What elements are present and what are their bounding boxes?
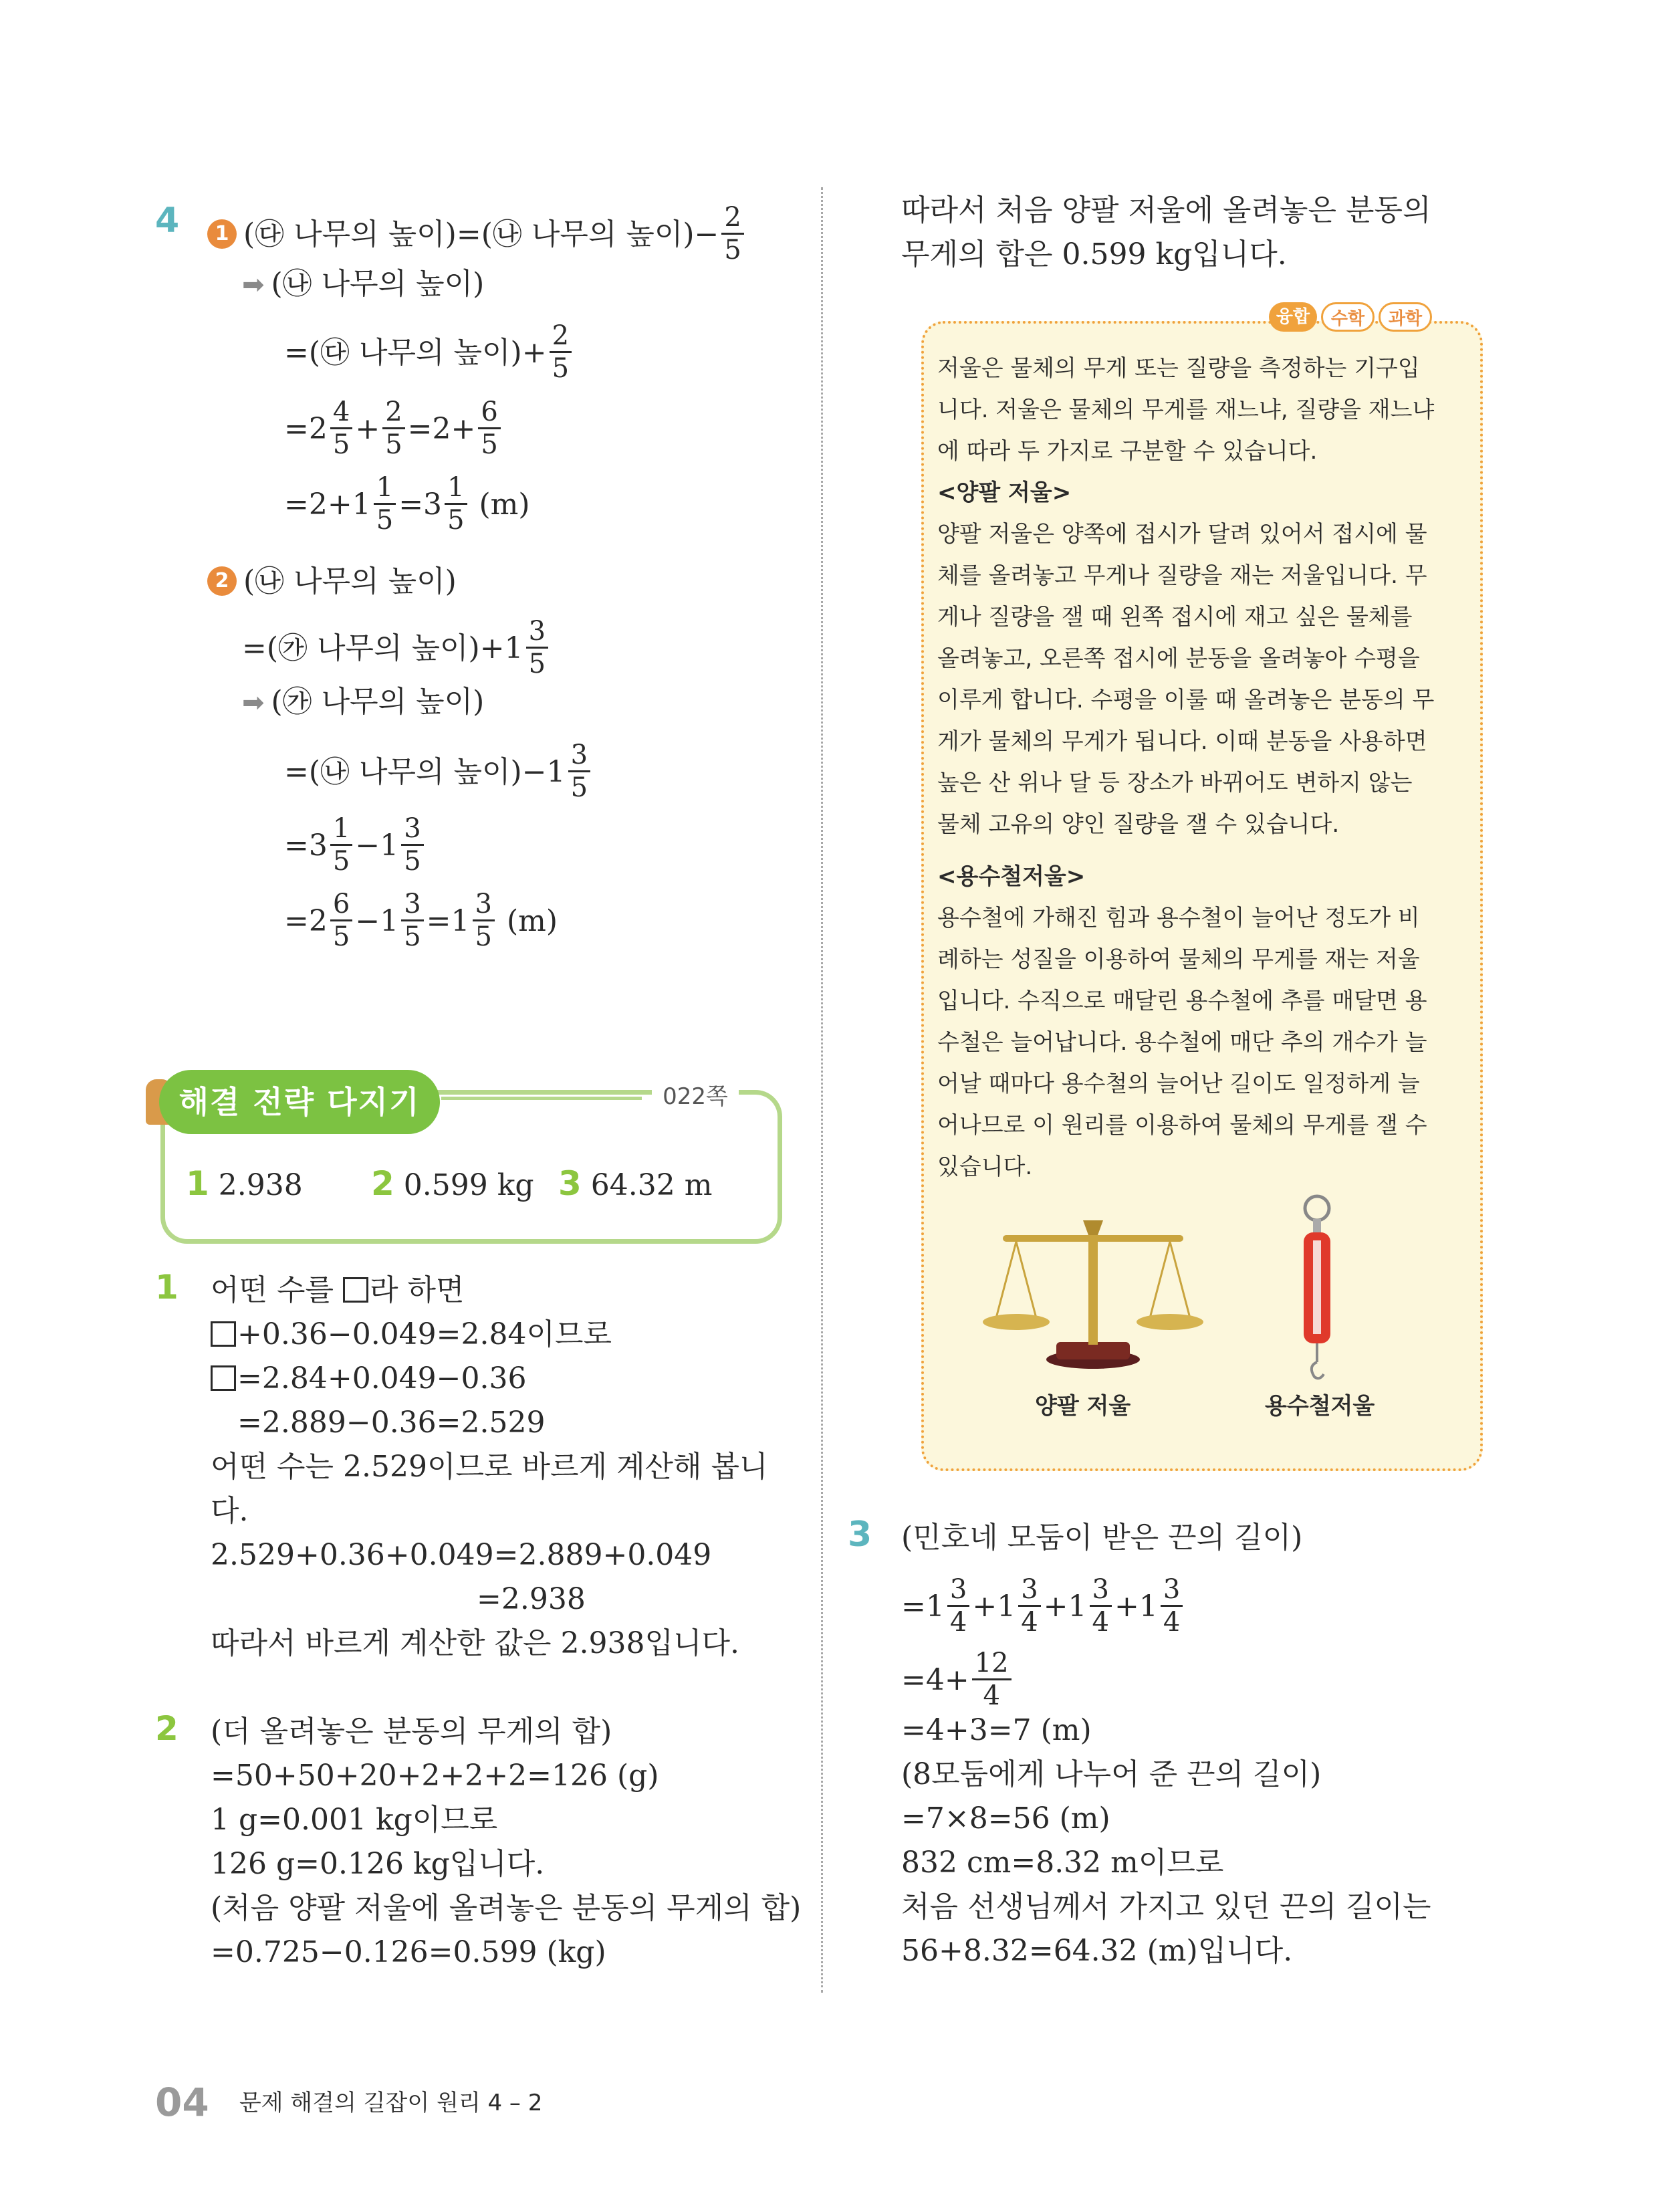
fraction: $\frac{1}{5}$	[330, 813, 352, 877]
p2-line-5: (처음 양팔 저울에 올려놓은 분동의 무게의 합)	[211, 1891, 802, 1925]
step-badge: 2	[207, 566, 237, 596]
p3-line-9: 56+8.32=64.32 (m)입니다.	[901, 1934, 1293, 1968]
problem-number: 4	[155, 201, 180, 241]
p1-line-9: 따라서 바르게 계산한 값은 2.938입니다.	[211, 1626, 739, 1660]
spring-scale-image	[1290, 1194, 1344, 1388]
fraction: $\frac{3}{5}$	[568, 740, 590, 803]
p4-part2-line-6: =2 $\frac{6}{5}$ −1 $\frac{3}{5}$ =1 $\frac{3}{5}$ (m)	[284, 889, 558, 952]
fraction: $\frac{1}{5}$	[374, 472, 396, 536]
tag-science: 과학	[1379, 302, 1432, 332]
p1-line-4: =2.889−0.36=2.529	[237, 1406, 546, 1440]
arrow-right-icon: ➡	[242, 687, 265, 718]
caption-balance-scale: 양팔 저울	[1035, 1393, 1131, 1420]
strategy-title: 해결 전략 다지기	[159, 1070, 440, 1134]
strategy-answer-3: 3 64.32 m	[558, 1164, 713, 1203]
fraction: $\frac{12}{4}$	[972, 1648, 1012, 1711]
fraction: $\frac{3}{5}$	[473, 889, 495, 952]
info-line: 게나 질량을 잴 때 왼쪽 접시에 재고 싶은 물체를	[937, 604, 1413, 631]
fraction: $\frac{3}{5}$	[401, 889, 423, 952]
fraction: $\frac{3}{4}$	[1018, 1574, 1040, 1638]
book-title: 문제 해결의 길잡이 원리 4 – 2	[239, 2090, 543, 2116]
info-heading: <용수철저울>	[937, 863, 1086, 890]
info-line: 물체 고유의 양인 질량을 잴 수 있습니다.	[937, 811, 1340, 838]
p3-line-3: =4+ $\frac{12}{4}$	[901, 1650, 1014, 1714]
p3-line-7: 832 cm=8.32 m이므로	[901, 1846, 1224, 1880]
arrow-right-icon: ➡	[242, 269, 265, 300]
blank-box	[343, 1277, 368, 1303]
fraction: $\frac{3}{5}$	[401, 813, 423, 877]
problem-number: 1	[155, 1268, 179, 1307]
p1-line-5: 어떤 수는 2.529이므로 바르게 계산해 봅니	[211, 1450, 768, 1484]
p3-line-5: (8모둠에게 나누어 준 끈의 길이)	[901, 1757, 1322, 1791]
page-number: 04	[155, 2080, 209, 2125]
info-line: 용수철에 가해진 힘과 용수철이 늘어난 정도가 비	[937, 905, 1420, 931]
p3-line-8: 처음 선생님께서 가지고 있던 끈의 길이는	[901, 1890, 1431, 1924]
p2-line-3: 1 g=0.001 kg이므로	[211, 1803, 498, 1837]
problem-number: 2	[155, 1709, 179, 1748]
fraction: $\frac{2}{5}$	[721, 202, 743, 265]
p4-text: (㉯ 나무의 높이)	[271, 267, 485, 301]
info-heading: <양팔 저울>	[937, 479, 1072, 506]
p1-line-2: +0.36−0.049=2.84이므로	[211, 1315, 612, 1355]
p3-line-2: =1 $\frac{3}{4}$ +1 $\frac{3}{4}$ +1 $\frac{3}{4}$ +1 $\frac{3}{4}$	[901, 1577, 1185, 1640]
balance-scale-image	[983, 1200, 1203, 1374]
info-line: 어날 때마다 용수철의 늘어난 길이도 일정하게 늘	[937, 1071, 1420, 1097]
fraction: $\frac{4}{5}$	[330, 397, 352, 460]
p4-text: (㉰ 나무의 높이)=(㉯ 나무의 높이)−	[243, 217, 719, 251]
info-line: 어나므로 이 원리를 이용하여 물체의 무게를 잴 수	[937, 1112, 1427, 1139]
step-badge: 1	[207, 219, 237, 249]
info-line: 있습니다.	[937, 1153, 1033, 1180]
p1-line-7: 2.529+0.36+0.049=2.889+0.049	[211, 1538, 712, 1572]
info-line: 에 따라 두 가지로 구분할 수 있습니다.	[937, 438, 1318, 465]
p1-line-6: 다.	[211, 1494, 249, 1528]
p3-line-4: =4+3=7 (m)	[901, 1713, 1092, 1747]
p1-line-1: 어떤 수를 라 하면	[211, 1273, 465, 1307]
p2-line-8: 무게의 합은 0.599 kg입니다.	[901, 237, 1287, 271]
fraction: $\frac{6}{5}$	[330, 889, 352, 952]
info-line: 니다. 저울은 물체의 무게를 재느냐, 질량을 재느냐	[937, 397, 1435, 423]
fraction: $\frac{1}{5}$	[445, 472, 467, 536]
p2-line-1: (더 올려놓은 분동의 무게의 합)	[211, 1715, 612, 1749]
fraction: $\frac{2}{5}$	[550, 320, 572, 384]
fraction: $\frac{3}{5}$	[526, 616, 548, 679]
divider	[441, 1097, 642, 1100]
info-line: 례하는 성질을 이용하여 물체의 무게를 재는 저울	[937, 946, 1420, 973]
strategy-answer-1: 1 2.938	[186, 1164, 303, 1203]
p4-line-4: =2 $\frac{4}{5}$ + $\frac{2}{5}$ =2+ $\frac{6}{5}$	[284, 399, 503, 463]
p4-line-2	[242, 264, 484, 305]
info-line: 높은 산 위나 달 등 장소가 바뀌어도 변하지 않는	[937, 770, 1413, 796]
tag-math: 수학	[1321, 302, 1375, 332]
info-line: 수철은 늘어납니다. 용수철에 매단 추의 개수가 늘	[937, 1029, 1427, 1056]
p3-line-1: (민호네 모둠이 받은 끈의 길이)	[901, 1521, 1303, 1555]
problem-number: 3	[848, 1515, 872, 1555]
column-divider	[821, 187, 823, 1993]
blank-box	[211, 1365, 236, 1391]
p2-line-4: 126 g=0.126 kg입니다.	[211, 1847, 545, 1881]
fraction: $\frac{6}{5}$	[478, 397, 500, 460]
info-line: 체를 올려놓고 무게나 질량을 재는 저울입니다. 무	[937, 562, 1427, 589]
info-line: 올려놓고, 오른쪽 접시에 분동을 올려놓아 수평을	[937, 645, 1420, 672]
p4-part2-line-5: =3 $\frac{1}{5}$ −1 $\frac{3}{5}$	[284, 816, 427, 879]
strategy-answer-2: 2 0.599 kg	[371, 1164, 534, 1203]
p1-line-8: =2.938	[477, 1582, 586, 1616]
p4-part2-line-3: ➡ (㉮ 나무의 높이)	[242, 682, 484, 723]
p4-part2-line-2: =(㉮ 나무의 높이)+1 $\frac{3}{5}$	[242, 619, 551, 682]
p3-line-6: =7×8=56 (m)	[901, 1801, 1110, 1836]
p2-line-6: =0.725−0.126=0.599 (kg)	[211, 1935, 606, 1969]
tag-main: 융합	[1269, 302, 1317, 332]
info-line: 게가 물체의 무게가 됩니다. 이때 분동을 사용하면	[937, 728, 1427, 755]
info-line: 입니다. 수직으로 매달린 용수철에 추를 매달면 용	[937, 988, 1427, 1014]
p2-line-2: =50+50+20+2+2+2=126 (g)	[211, 1759, 659, 1793]
fraction: $\frac{3}{4}$	[1090, 1574, 1112, 1638]
info-line: 양팔 저울은 양쪽에 접시가 달려 있어서 접시에 물	[937, 521, 1427, 548]
p4-line-3	[284, 320, 574, 386]
p4-part2-line-1: 2 (㉯ 나무의 높이)	[207, 562, 457, 602]
fraction: $\frac{3}{4}$	[947, 1574, 969, 1638]
page-reference: 022쪽	[652, 1078, 739, 1115]
fraction: $\frac{2}{5}$	[382, 397, 404, 460]
info-line: 저울은 물체의 무게 또는 질량을 측정하는 기구입	[937, 355, 1420, 382]
p4-line-5: =2+1 $\frac{1}{5}$ =3 $\frac{1}{5}$ (m)	[284, 472, 530, 536]
fraction: $\frac{3}{4}$	[1161, 1574, 1183, 1638]
footer	[155, 2080, 542, 2125]
p4-text: =(㉰ 나무의 높이)+	[284, 336, 547, 370]
blank-box	[211, 1321, 236, 1347]
p4-part2-line-4: =(㉯ 나무의 높이)−1 $\frac{3}{5}$	[284, 742, 593, 806]
p1-line-3: =2.84+0.049−0.36	[211, 1359, 527, 1399]
p2-line-7: 따라서 처음 양팔 저울에 올려놓은 분동의	[901, 193, 1431, 227]
caption-spring-scale: 용수철저울	[1265, 1393, 1375, 1420]
p4-line-1	[207, 202, 747, 268]
info-line: 이루게 합니다. 수평을 이룰 때 올려놓은 분동의 무	[937, 687, 1435, 713]
